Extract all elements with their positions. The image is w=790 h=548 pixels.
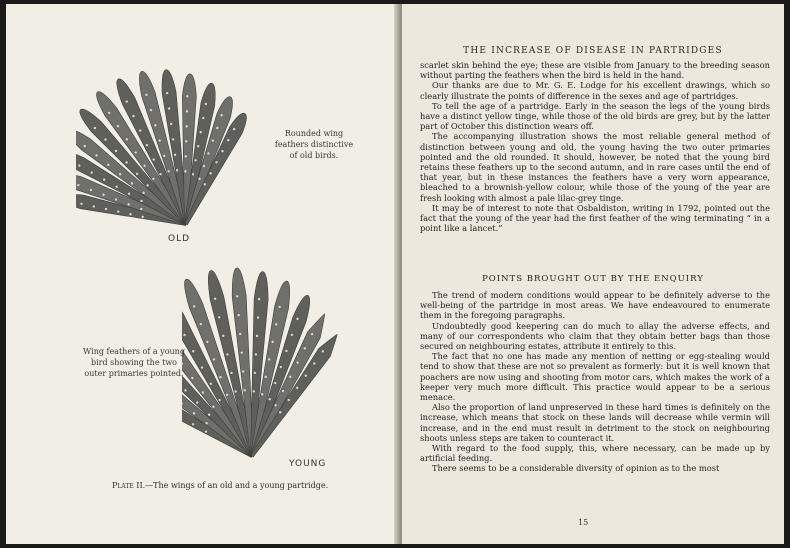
- paragraph: The trend of modern conditions would appear to be definitely adverse to the well-being of the partridge in most areas. We have endeavoured to enumerate them in the foregoing paragraphs.: [420, 290, 770, 321]
- plate-caption-prefix: Plate II.: [112, 481, 146, 490]
- label-young: YOUNG: [289, 459, 327, 469]
- plate-caption-text: —The wings of an old and a young partridge.: [145, 481, 329, 490]
- caption-old-line: feathers distinctive: [274, 140, 354, 149]
- caption-young-line: bird showing the two: [91, 358, 177, 367]
- label-old: OLD: [168, 234, 191, 244]
- paragraph: Undoubtedly good keepering can do much to allay the adverse effects, and many of our correspondents who claim that they obtain better bags than those secured on neighbouring estates, attribute it entirely to this.: [420, 320, 770, 352]
- right-page: [402, 4, 784, 544]
- paragraph: Also the proportion of land unpreserved in these hard times is definitely on the increase, which means that stock on these lands will decrease while vermin will increase, and in the end must result in detriment to the stock on neighbouring shoots unless steps are taken to counteract it.: [420, 402, 770, 443]
- section-heading: POINTS BROUGHT OUT BY THE ENQUIRY: [482, 274, 704, 284]
- left-page: [6, 4, 400, 544]
- paragraph: Our thanks are due to Mr. G. E. Lodge for his excellent drawings, which so clearly illustrate the points of difference in the sexes and age of partridges.: [420, 80, 770, 101]
- paragraph: The fact that no one has made any mention of netting or egg-stealing would tend to show that these are not so prevalent as formerly: but it is well known that poachers are now using and shooting from motor cars, which makes the work of a keeper very much more difficult. This practice would appear to be a serious menace.: [420, 351, 770, 403]
- young-wing-illustration: [182, 256, 382, 466]
- book-spread: [6, 4, 784, 544]
- caption-old-line: of old birds.: [289, 151, 339, 160]
- paragraph: To tell the age of a partridge. Early in the season the legs of the young birds have a distinct yellow tinge, while those of the old birds are grey, but by the latter part of October this distinction wears off.: [420, 100, 770, 132]
- caption-young-line: Wing feathers of a young: [83, 347, 185, 356]
- old-wing-illustration: [76, 42, 276, 242]
- paragraph: With regard to the food supply, this, where necessary, can be made up by artificial feeding.: [420, 443, 770, 464]
- caption-old: [272, 128, 356, 161]
- paragraph: There seems to be a considerable diversity of opinion as to the most: [432, 463, 720, 474]
- caption-young-line: outer primaries pointed.: [84, 369, 184, 378]
- body-text-top: [420, 60, 770, 233]
- caption-young: [74, 346, 194, 379]
- running-head: THE INCREASE OF DISEASE IN PARTRIDGES: [463, 46, 723, 56]
- caption-old-line: Rounded wing: [284, 129, 344, 138]
- paragraph: The accompanying illustration shows the most reliable general method of distinction between young and old, the young having the two outer primaries pointed and the old rounded. It should, however, be noted that the young bird retains these feathers up to the second autumn, and in rare cases until the end of that year, but in these instances the feathers have a very worn appearance, bleached to a brownish-yellow colour, while those of the young of the year are fresh looking with almost a pale lilac-grey tinge.: [420, 131, 770, 203]
- page-number: 15: [578, 518, 589, 527]
- plate-caption: [112, 481, 328, 490]
- body-text-bottom: [420, 290, 770, 474]
- paragraph: It may be of interest to note that Osbaldiston, writing in 1792, pointed out the fact that the young of the year had the first feather of the wing terminating “ in a point like a lancet.”: [420, 202, 770, 234]
- paragraph: scarlet skin behind the eye; these are visible from January to the breeding season without parting the feathers when the bird is held in the hand.: [420, 60, 770, 81]
